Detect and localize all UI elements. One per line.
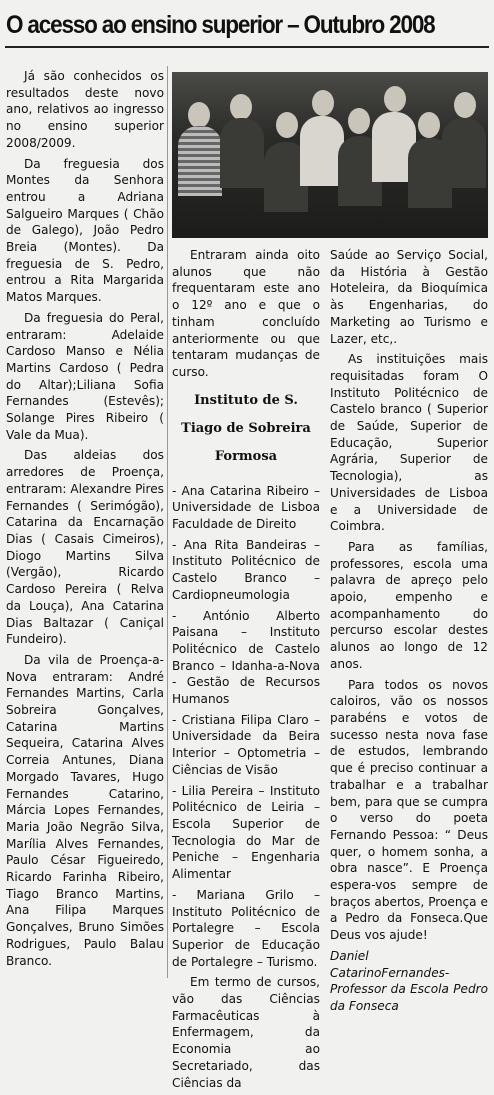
- paragraph: Das aldeias dos arredores de Proença, entraram: Alexandre Pires Fernandes ( Serimógão), Catarina da Encarnação Dias ( Casais Cimeiros), Diogo Martins Silva (Vergão), Ricardo Cardoso Pereira ( Relva da Louça), Ana Catarina Dias Baltazar ( Caniçal Fundeiro).: [6, 448, 164, 647]
- paragraph: Da vila de Proença-a-Nova entraram: André Fernandes Martins, Carla Sobreira Gonçalves, Catarina Martins Sequeira, Catarina Alves Correia Antunes, Diana Morgado Tavares, Hugo Fernandes Catarino, Márcia Lopes Fernandes, Maria João Negrão Silva, Marília Alves Fernandes, Paulo César Figueiredo, Ricardo Farinha Ribeiro, Tiago Branco Martins, Ana Filipa Marques Gonçalves, Bruno Simões Rodrigues, Paulo Balau Branco.: [6, 652, 164, 968]
- paragraph: Para todos os novos caloiros, vão os nossos parabéns e votos de sucesso nesta nova fase de estudos, lembrando que é preciso continuar a trabalhar e a trabalhar bem, para que se cumpra o verso do poeta Fernando Pessoa: “ Deus quer, o homem sonha, a obra nasce”. E Proença espera-vos sempre de braços abertos, Proença e a Pedro da Fonseca.Que Deus vos ajude!: [330, 677, 488, 943]
- column-divider: [167, 66, 168, 978]
- article-column-3: [330, 247, 488, 1019]
- paragraph: Da freguesia do Peral, entraram: Adelaide Cardoso Manso e Nélia Martins Cardoso ( Pedra do Altar);Liliana Sofia Fernandes (Estevês); Solange Pires Ribeiro ( Vale da Mua).: [6, 310, 164, 442]
- paragraph: Entraram ainda oito alunos que não frequentaram este ano o 12º ano e que o tinham concluído anteriormente ou que tentaram mudanças de curso.: [172, 248, 320, 379]
- paragraph: As instituições mais requisitadas foram O Instituto Politécnico de Castelo branco ( Superior de Saúde, Superior de Educação, Superior Agrária, Superior de Tecnologia), as Universidades de Lisboa e a Universidade de Coimbra.: [330, 352, 488, 534]
- paragraph: Da freguesia dos Montes da Senhora entrou a Adriana Salgueiro Marques ( Chão de Galego), João Pedro Breia (Montes). Da freguesia de S. Pedro, entrou a Rita Margarida Matos Marques.: [6, 156, 164, 305]
- paragraph: Já são conhecidos os resultados deste novo ano, relativos ao ingresso no ensino superior 2008/2009.: [6, 69, 164, 150]
- headline: O acesso ao ensino superior – Outubro 2008: [6, 11, 435, 39]
- subheading: Instituto de S. Tiago de Sobreira Formosa: [181, 392, 311, 464]
- headline-rule: [5, 46, 489, 48]
- paragraph: Para as famílias, professores, escola uma palavra de apreço pelo apoio, empenho e acompanhamento do percurso escolar destes alunos ao longo de 12 anos.: [330, 539, 488, 671]
- list-item: - Lilia Pereira – Instituto Politécnico de Leiria – Escola Superior de Tecnologia do Mar de Peniche – Engenharia Alimentar: [172, 783, 320, 882]
- list-item: - António Alberto Paisana – Instituto Politécnico de Castelo Branco – Idanha-a-Nova - Gestão de Recursos Humanos: [172, 608, 320, 707]
- author-signature: Daniel CatarinoFernandes- Professor da Escola Pedro da Fonseca: [330, 948, 488, 1013]
- article-column-1: [6, 68, 164, 973]
- list-item: - Ana Rita Bandeiras – Instituto Politécnico de Castelo Branco – Cardiopneumologia: [172, 537, 320, 602]
- list-item: - Cristiana Filipa Claro – Universidade da Beira Interior – Optometria – Ciências de Visão: [172, 712, 320, 777]
- article-column-2: [172, 247, 320, 1095]
- paragraph: Saúde ao Serviço Social, da História à Gestão Hoteleira, da Bioquímica às Engenharias, do Marketing ao Turismo e Lazer, etc,.: [330, 248, 488, 346]
- paragraph: Em termo de cursos, vão das Ciências Farmacêuticas à Enfermagem, da Economia ao Secretariado, das Ciências da: [172, 975, 320, 1090]
- students-group-photo: [172, 72, 488, 238]
- list-item: - Mariana Grilo – Instituto Politécnico de Portalegre – Escola Superior de Educação de Portalegre – Turismo.: [172, 887, 320, 969]
- list-item: - Ana Catarina Ribeiro – Universidade de Lisboa Faculdade de Direito: [172, 483, 320, 532]
